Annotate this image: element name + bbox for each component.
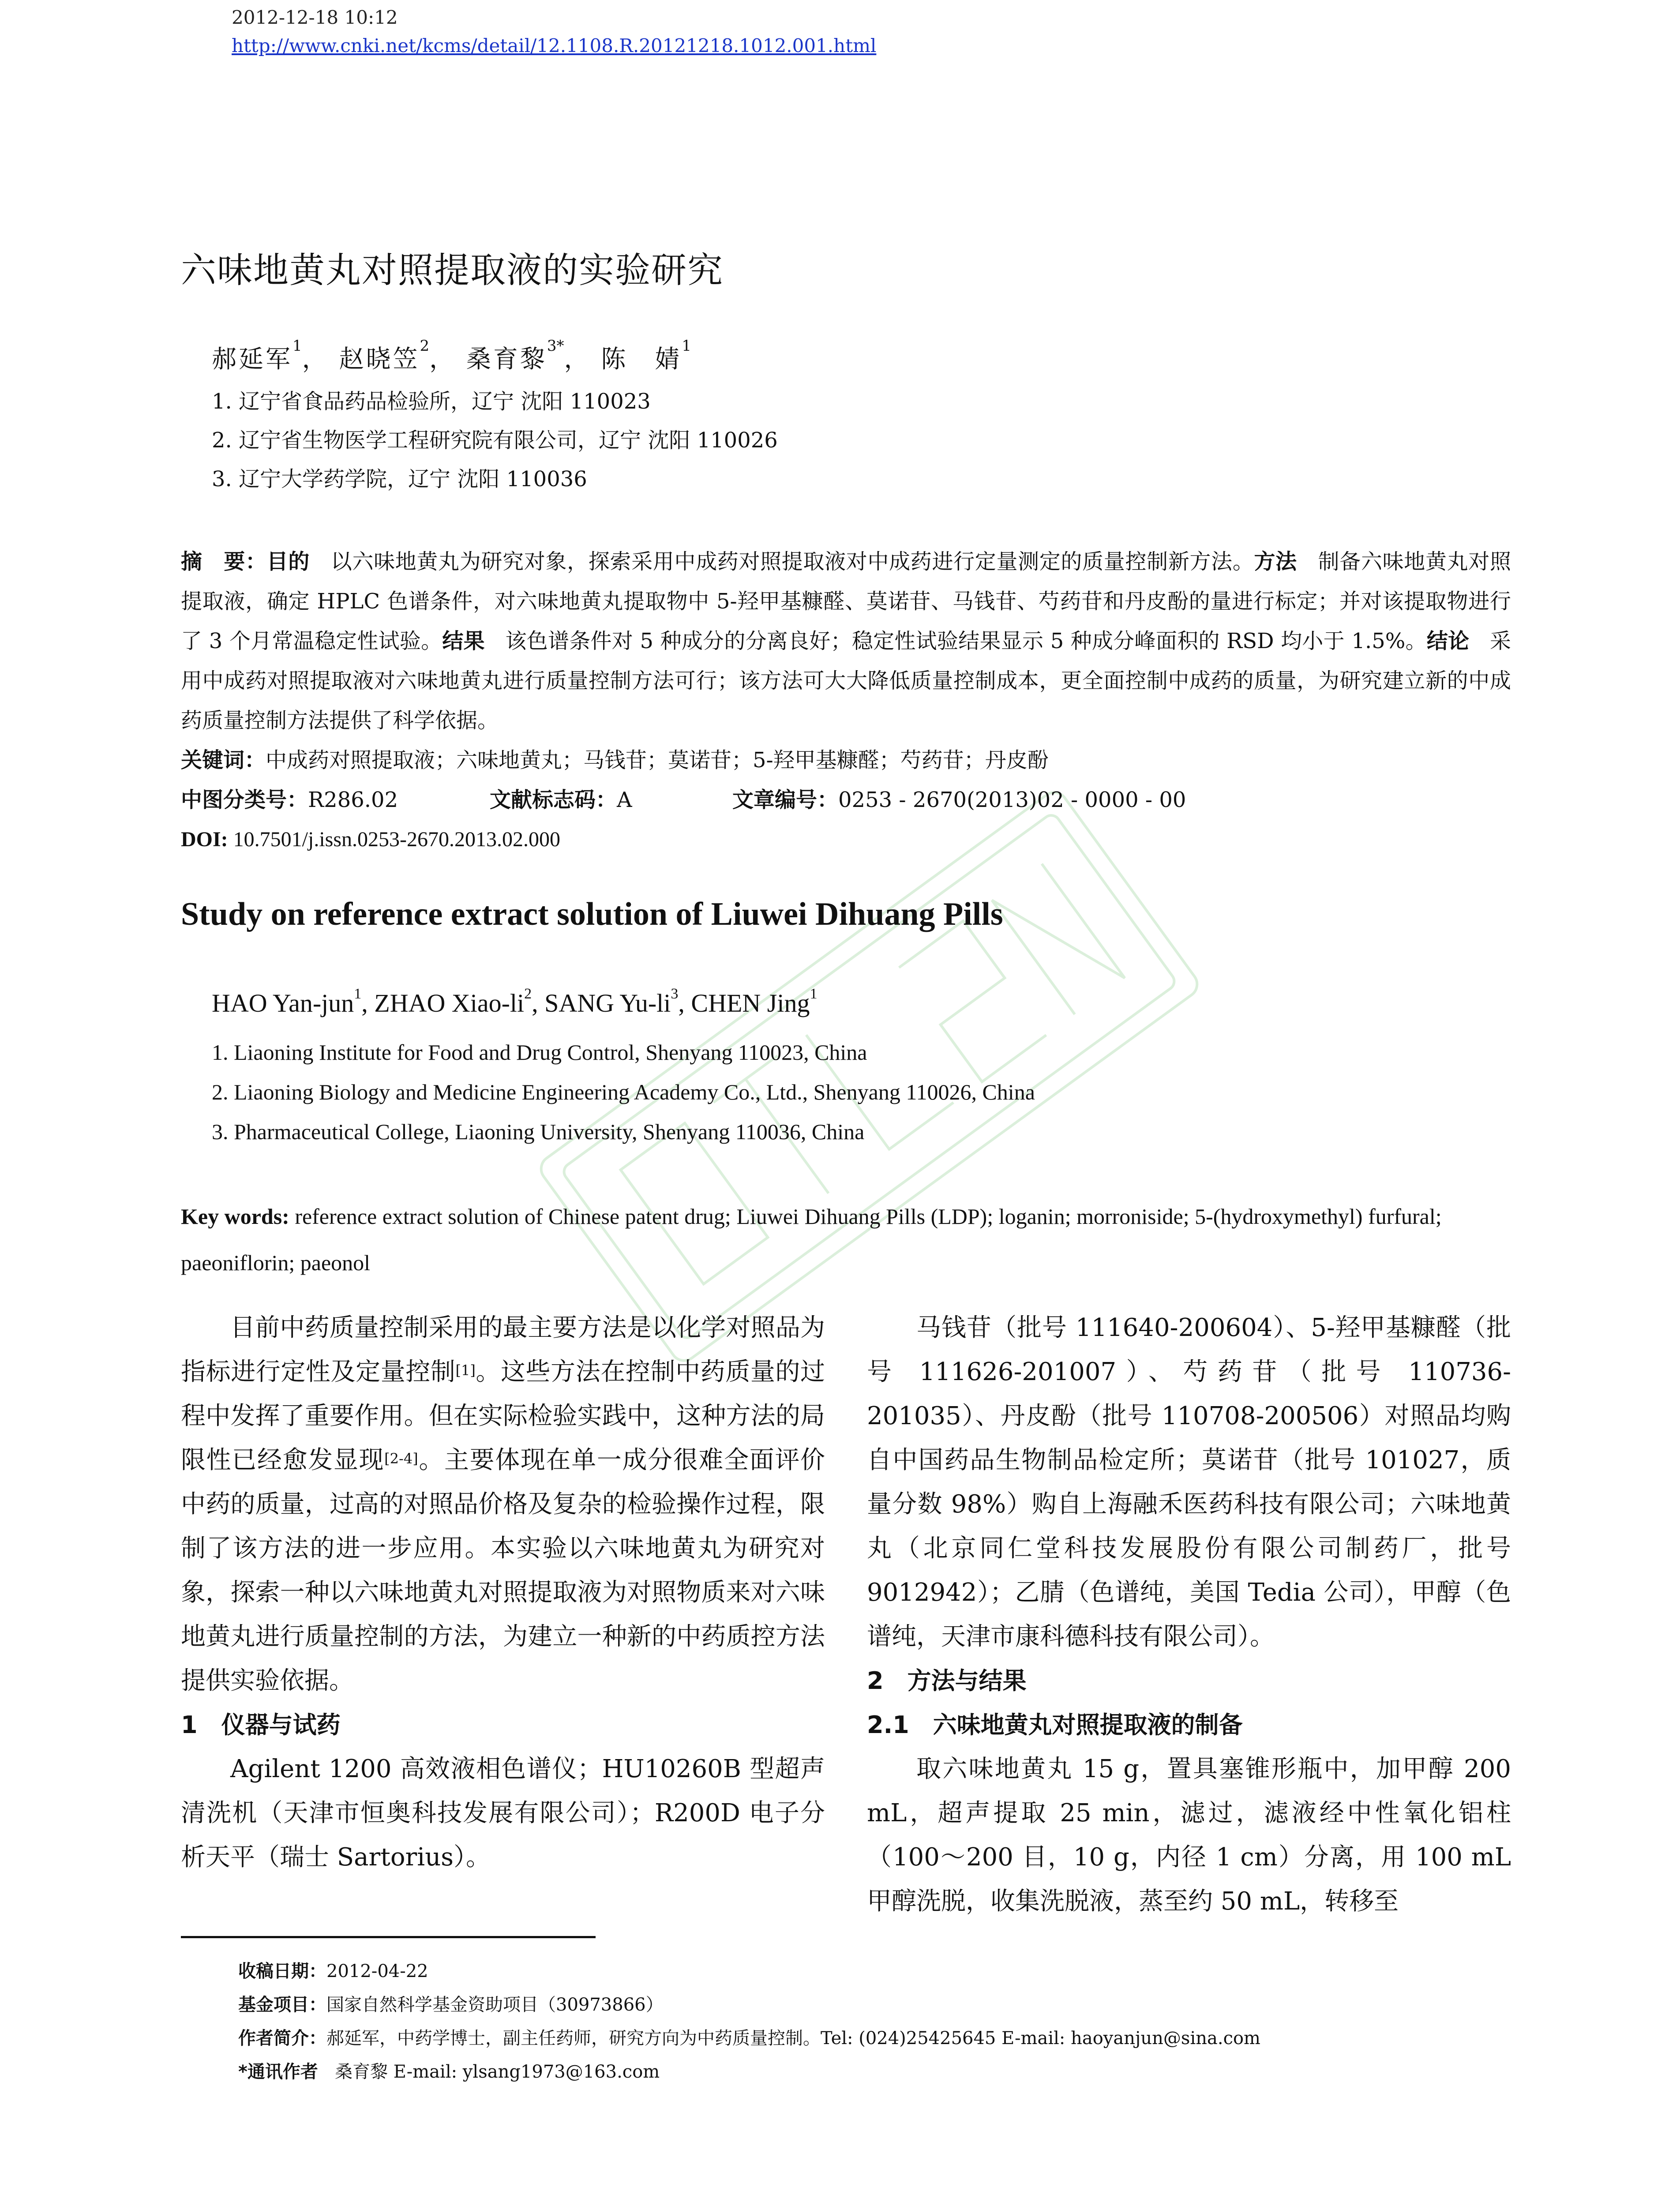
- body-right-column: [867, 1306, 1511, 1924]
- classification-row: [181, 780, 398, 820]
- fund-label: 基金项目：: [238, 1995, 326, 2015]
- affil-marker: 1: [292, 337, 302, 355]
- doc-code-value: A: [617, 788, 632, 812]
- affil-marker: 1: [682, 337, 691, 355]
- clc-label: 中图分类号：: [181, 788, 308, 812]
- corresponding-label: *通讯作者: [238, 2062, 318, 2082]
- method-text: 制备六味地黄丸对照提取液，确定 HPLC 色谱条件，对六味地黄丸提取物中 5-羟甲基糠醛、莫诺苷、马钱苷、芍药苷和丹皮酚的量进行标定；并对该提取物进行了 3 个月常温稳定性试验。: [181, 549, 1511, 653]
- affil-marker: 1: [354, 986, 362, 1002]
- author-name: SANG Yu-li: [544, 989, 671, 1017]
- footnote-received: [238, 1955, 428, 1988]
- conclusion-label: 结论: [1426, 629, 1470, 653]
- affil-marker: 2: [420, 337, 430, 355]
- keywords-en-text: reference extract solution of Chinese patent drug; Liuwei Dihuang Pills (LDP); loganin; morroniside; 5-(hydroxymethyl) furfural; paeoniflorin; paeonol: [181, 1204, 1442, 1275]
- received-label: 收稿日期：: [238, 1961, 326, 1981]
- chinese-title: 六味地黄丸对照提取液的实验研究: [181, 250, 724, 291]
- chinese-authors: 郝延军$^1$， 赵晓笠$^2$， 桑育黎$^{3*}$， 陈 婧$^1$: [212, 337, 691, 374]
- fund-value: 国家自然科学基金资助项目（30973866）: [326, 1995, 664, 2015]
- intro-text-2: 。这些方法在控制中药质量的过程中发挥了重要作用。但在实际检验实践中，这种方法的局限性已经愈发显现: [181, 1358, 825, 1474]
- chinese-affiliation-3: 3. 辽宁大学药学院，辽宁 沈阳 110036: [212, 467, 587, 491]
- conclusion-text: 采用中成药对照提取液对六味地黄丸进行质量控制方法可行；该方法可大大降低质量控制成本，更全面控制中成药的质量，为研究建立新的中成药质量控制方法提供了科学依据。: [181, 629, 1511, 733]
- footnote-corresponding: [238, 2055, 660, 2089]
- author-name: CHEN Jing: [691, 989, 810, 1017]
- source-link[interactable]: http://www.cnki.net/kcms/detail/12.1108.R.20121218.1012.001.html: [232, 35, 877, 56]
- citation-ref[interactable]: [2-4]: [384, 1450, 418, 1467]
- author-name: 郝延军: [212, 345, 292, 374]
- chinese-affiliation-1: 1. 辽宁省食品药品检验所，辽宁 沈阳 110023: [212, 389, 651, 414]
- subsection-heading: 2.1 六味地黄丸对照提取液的制备: [867, 1711, 1243, 1739]
- download-timestamp: 2012-12-18 10:12: [232, 7, 398, 28]
- footnote-divider: [181, 1936, 596, 1938]
- corresponding-value: 桑育黎 E-mail: ylsang1973@163.com: [335, 2062, 660, 2082]
- english-keywords: [181, 1193, 1511, 1286]
- intro-text-1: 目前中药质量控制采用的最主要方法是以化学对照品为指标进行定性及定量控制: [181, 1313, 825, 1386]
- purpose-label: 目的: [266, 549, 310, 574]
- chinese-abstract: [181, 542, 1511, 740]
- section-heading: 2 方法与结果: [867, 1667, 1027, 1695]
- article-no-row: [732, 780, 1186, 820]
- footnote-author: [238, 2022, 1260, 2055]
- result-text: 该色谱条件对 5 种成分的分离良好；稳定性试验结果显示 5 种成分峰面积的 RSD 均小于 1.5%。: [505, 629, 1427, 653]
- author-name: HAO Yan-jun: [212, 989, 354, 1017]
- body-left-column: [181, 1306, 825, 1880]
- intro-text-3: 。主要体现在单一成分很难全面评价中药的质量，过高的对照品价格及复杂的检验操作过程，限制了该方法的进一步应用。本实验以六味地黄丸为研究对象，探索一种以六味地黄丸对照提取液为对照物质来对六味地黄丸进行质量控制的方法，为建立一种新的中药质控方法提供实验依据。: [181, 1446, 825, 1695]
- author-name: 赵晓笠: [339, 345, 420, 374]
- reagents-paragraph: 马钱苷（批号 111640-200604）、5-羟甲基糠醛（批号 111626-201007）、芍药苷（批号 110736-201035）、丹皮酚（批号 110708-200506）对照品均购自中国药品生物制品检定所；莫诺苷（批号 101027，质量分数 98%）购自上海融禾医药科技有限公司；六味地黄丸（北京同仁堂科技发展股份有限公司制药厂，批号 9012942）；乙腈（色谱纯，美国 Tedia 公司），甲醇（色谱纯，天津市康科德科技有限公司）。: [867, 1313, 1511, 1651]
- english-title: Study on reference extract solution of Liuwei Dihuang Pills: [181, 896, 1003, 932]
- author-name: 陈 婧: [601, 345, 682, 374]
- method-label: 方法: [1254, 549, 1297, 574]
- chinese-keywords: [181, 740, 1049, 780]
- intro-paragraph: [181, 1306, 825, 1703]
- doi-label: DOI:: [181, 828, 228, 851]
- instruments-paragraph: Agilent 1200 高效液相色谱仪；HU10260B 型超声清洗机（天津市恒奥科技发展有限公司）；R200D 电子分析天平（瑞士 Sartorius）。: [181, 1755, 825, 1872]
- affil-marker: 3*: [547, 337, 564, 355]
- doc-code-row: [490, 780, 632, 820]
- section-heading: 1 仪器与试药: [181, 1711, 341, 1739]
- keywords-en-label: Key words:: [181, 1204, 289, 1229]
- result-label: 结果: [442, 629, 485, 653]
- author-bio-value: 郝延军，中药学博士，副主任药师，研究方向为中药质量控制。Tel: (024)25425645 E-mail: haoyanjun@sina.com: [326, 2028, 1260, 2048]
- footnote-fund: [238, 1988, 664, 2022]
- doi-value[interactable]: 10.7501/j.issn.0253-2670.2013.02.000: [233, 828, 561, 851]
- affil-marker: 1: [810, 986, 818, 1002]
- affil-marker: 2: [524, 986, 532, 1002]
- english-affiliation-2: 2. Liaoning Biology and Medicine Engineering Academy Co., Ltd., Shenyang 110026, China: [212, 1080, 1035, 1104]
- received-value: 2012-04-22: [326, 1961, 428, 1981]
- chinese-affiliation-2: 2. 辽宁省生物医学工程研究院有限公司，辽宁 沈阳 110026: [212, 428, 778, 453]
- english-affiliation-3: 3. Pharmaceutical College, Liaoning University, Shenyang 110036, China: [212, 1119, 865, 1144]
- author-bio-label: 作者简介：: [238, 2028, 326, 2048]
- keywords-text: 中成药对照提取液；六味地黄丸；马钱苷；莫诺苷；5-羟甲基糠醛；芍药苷；丹皮酚: [266, 748, 1049, 773]
- english-affiliation-1: 1. Liaoning Institute for Food and Drug Control, Shenyang 110023, China: [212, 1040, 867, 1065]
- affil-marker: 3: [671, 986, 679, 1002]
- doc-code-label: 文献标志码：: [490, 788, 617, 812]
- doi-row: [181, 820, 560, 859]
- author-name: ZHAO Xiao-li: [374, 989, 525, 1017]
- preparation-paragraph: 取六味地黄丸 15 g，置具塞锥形瓶中，加甲醇 200 mL，超声提取 25 min，滤过，滤液经中性氧化铝柱（100～200 目，10 g，内径 1 cm）分离，用 100 mL 甲醇洗脱，收集洗脱液，蒸至约 50 mL，转移至: [867, 1755, 1511, 1916]
- english-authors: HAO Yan-jun$^1$, ZHAO Xiao-$li^2$, SANG $Yu-li^3$, CHEN Jing$^1$: [212, 986, 818, 1017]
- keywords-label: 关键词：: [181, 748, 266, 773]
- article-no-value: 0253 - 2670(2013)02 - 0000 - 00: [838, 788, 1186, 812]
- citation-ref[interactable]: [1]: [455, 1362, 476, 1379]
- article-no-label: 文章编号：: [732, 788, 839, 812]
- clc-value: R286.02: [308, 788, 398, 812]
- purpose-text: 以六味地黄丸为研究对象，探索采用中成药对照提取液对中成药进行定量测定的质量控制新方法。: [330, 549, 1254, 574]
- author-name: 桑育黎: [466, 345, 547, 374]
- abstract-label: 摘 要：: [181, 549, 267, 574]
